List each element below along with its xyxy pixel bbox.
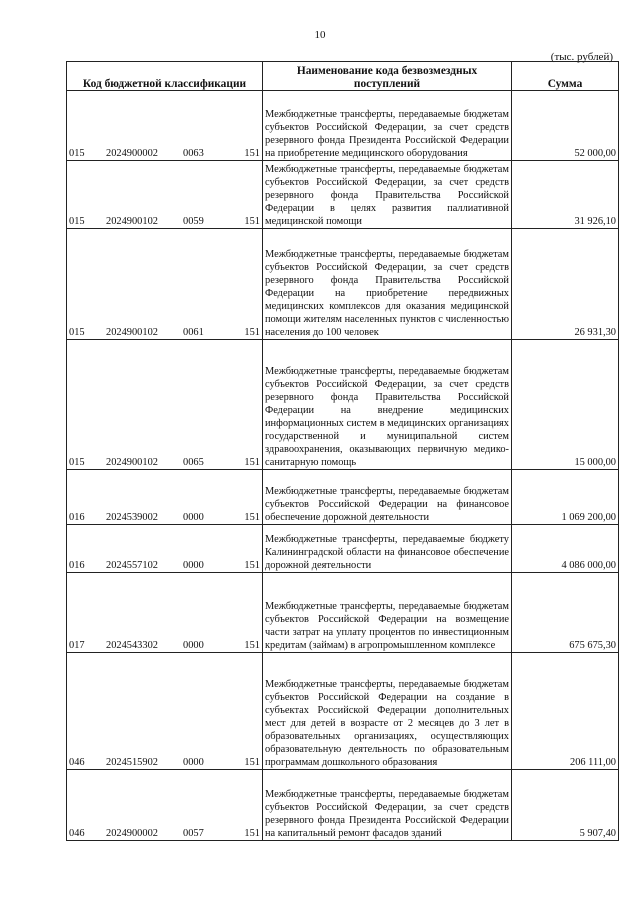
table-row — [67, 229, 619, 340]
code-economic: 151 — [244, 828, 260, 839]
header-code: Код бюджетной классификации — [67, 62, 263, 91]
revenue-name-cell: Межбюджетные трансферты, передаваемые бюджету Калининградской области на финансовое обеспечение дорожной деятельности — [263, 525, 512, 573]
code-program: 0000 — [183, 757, 204, 768]
code-program: 0059 — [183, 216, 204, 227]
code-type: 2024543302 — [106, 640, 158, 651]
code-program: 0063 — [183, 148, 204, 159]
code-program: 0057 — [183, 828, 204, 839]
table-row — [67, 573, 619, 653]
amount-cell: 26 931,30 — [512, 229, 619, 340]
budget-code-cell — [67, 340, 263, 470]
header-name: Наименование кода безвозмездных поступлений — [263, 62, 512, 91]
budget-code-cell — [67, 229, 263, 340]
code-economic: 151 — [244, 327, 260, 338]
code-type: 2024539002 — [106, 512, 158, 523]
code-admin: 015 — [69, 148, 85, 159]
amount-cell: 206 111,00 — [512, 653, 619, 770]
code-economic: 151 — [244, 560, 260, 571]
revenue-name-cell: Межбюджетные трансферты, передаваемые бюджетам субъектов Российской Федерации, за счет средств резервного фонда Правительства Российской Федерации в целях развития паллиативной медицинской помощи — [263, 161, 512, 229]
code-type: 2024900102 — [106, 327, 158, 338]
amount-cell: 4 086 000,00 — [512, 525, 619, 573]
budget-code-cell — [67, 525, 263, 573]
code-type: 2024900002 — [106, 828, 158, 839]
code-program: 0000 — [183, 640, 204, 651]
code-admin: 017 — [69, 640, 85, 651]
code-economic: 151 — [244, 640, 260, 651]
table-header-row — [67, 62, 619, 91]
budget-code-cell — [67, 653, 263, 770]
revenue-name-cell: Межбюджетные трансферты, передаваемые бюджетам субъектов Российской Федерации на создание в субъектах Российской Федерации дополнительных мест для детей в возрасте от 2 месяцев до 3 лет в образовательных организациях, осуществляющих образовательную деятельность по образовательным программам дошкольного образования — [263, 653, 512, 770]
code-type: 2024900002 — [106, 148, 158, 159]
code-admin: 015 — [69, 457, 85, 468]
table-row — [67, 340, 619, 470]
code-admin: 046 — [69, 757, 85, 768]
code-type: 2024515902 — [106, 757, 158, 768]
code-program: 0065 — [183, 457, 204, 468]
revenue-name-cell: Межбюджетные трансферты, передаваемые бюджетам субъектов Российской Федерации, за счет средств резервного фонда Президента Российской Федерации на капитальный ремонт фасадов зданий — [263, 770, 512, 841]
budget-code-cell — [67, 770, 263, 841]
code-admin: 046 — [69, 828, 85, 839]
header-sum: Сумма — [512, 62, 619, 91]
code-economic: 151 — [244, 512, 260, 523]
table-row — [67, 91, 619, 161]
revenue-name-cell: Межбюджетные трансферты, передаваемые бюджетам субъектов Российской Федерации на финансовое обеспечение дорожной деятельности — [263, 470, 512, 525]
units-label: (тыс. рублей) — [550, 51, 613, 63]
table-row — [67, 653, 619, 770]
amount-cell: 675 675,30 — [512, 573, 619, 653]
amount-cell: 5 907,40 — [512, 770, 619, 841]
table-row — [67, 470, 619, 525]
amount-cell: 52 000,00 — [512, 91, 619, 161]
code-admin: 016 — [69, 560, 85, 571]
code-type: 2024900102 — [106, 216, 158, 227]
revenue-name-cell: Межбюджетные трансферты, передаваемые бюджетам субъектов Российской Федерации, за счет средств резервного фонда Правительства Российской Федерации на внедрение медицинских информационных систем в медицинских организациях государственной и муниципальной систем здравоохранения, оказывающих первичную медико-санитарную помощь — [263, 340, 512, 470]
budget-code-cell — [67, 91, 263, 161]
code-economic: 151 — [244, 757, 260, 768]
revenue-name-cell: Межбюджетные трансферты, передаваемые бюджетам субъектов Российской Федерации, за счет средств резервного фонда Правительства Российской Федерации на приобретение передвижных медицинских комплексов для оказания медицинской помощи жителям населенных пунктов с численностью населения до 100 человек — [263, 229, 512, 340]
amount-cell: 31 926,10 — [512, 161, 619, 229]
code-economic: 151 — [244, 148, 260, 159]
code-admin: 015 — [69, 327, 85, 338]
budget-code-cell — [67, 470, 263, 525]
budget-table — [66, 61, 619, 841]
code-type: 2024557102 — [106, 560, 158, 571]
revenue-name-cell: Межбюджетные трансферты, передаваемые бюджетам субъектов Российской Федерации на возмещение части затрат на уплату процентов по инвестиционным кредитам (займам) в агропромышленном комплексе — [263, 573, 512, 653]
amount-cell: 15 000,00 — [512, 340, 619, 470]
table-row — [67, 770, 619, 841]
code-economic: 151 — [244, 457, 260, 468]
revenue-name-cell: Межбюджетные трансферты, передаваемые бюджетам субъектов Российской Федерации, за счет средств резервного фонда Президента Российской Федерации на приобретение медицинского оборудования — [263, 91, 512, 161]
page-number: 10 — [314, 29, 326, 41]
code-admin: 016 — [69, 512, 85, 523]
budget-code-cell — [67, 573, 263, 653]
budget-code-cell — [67, 161, 263, 229]
amount-cell: 1 069 200,00 — [512, 470, 619, 525]
table-row — [67, 161, 619, 229]
code-economic: 151 — [244, 216, 260, 227]
code-program: 0000 — [183, 512, 204, 523]
code-program: 0061 — [183, 327, 204, 338]
code-type: 2024900102 — [106, 457, 158, 468]
code-admin: 015 — [69, 216, 85, 227]
code-program: 0000 — [183, 560, 204, 571]
table-row — [67, 525, 619, 573]
